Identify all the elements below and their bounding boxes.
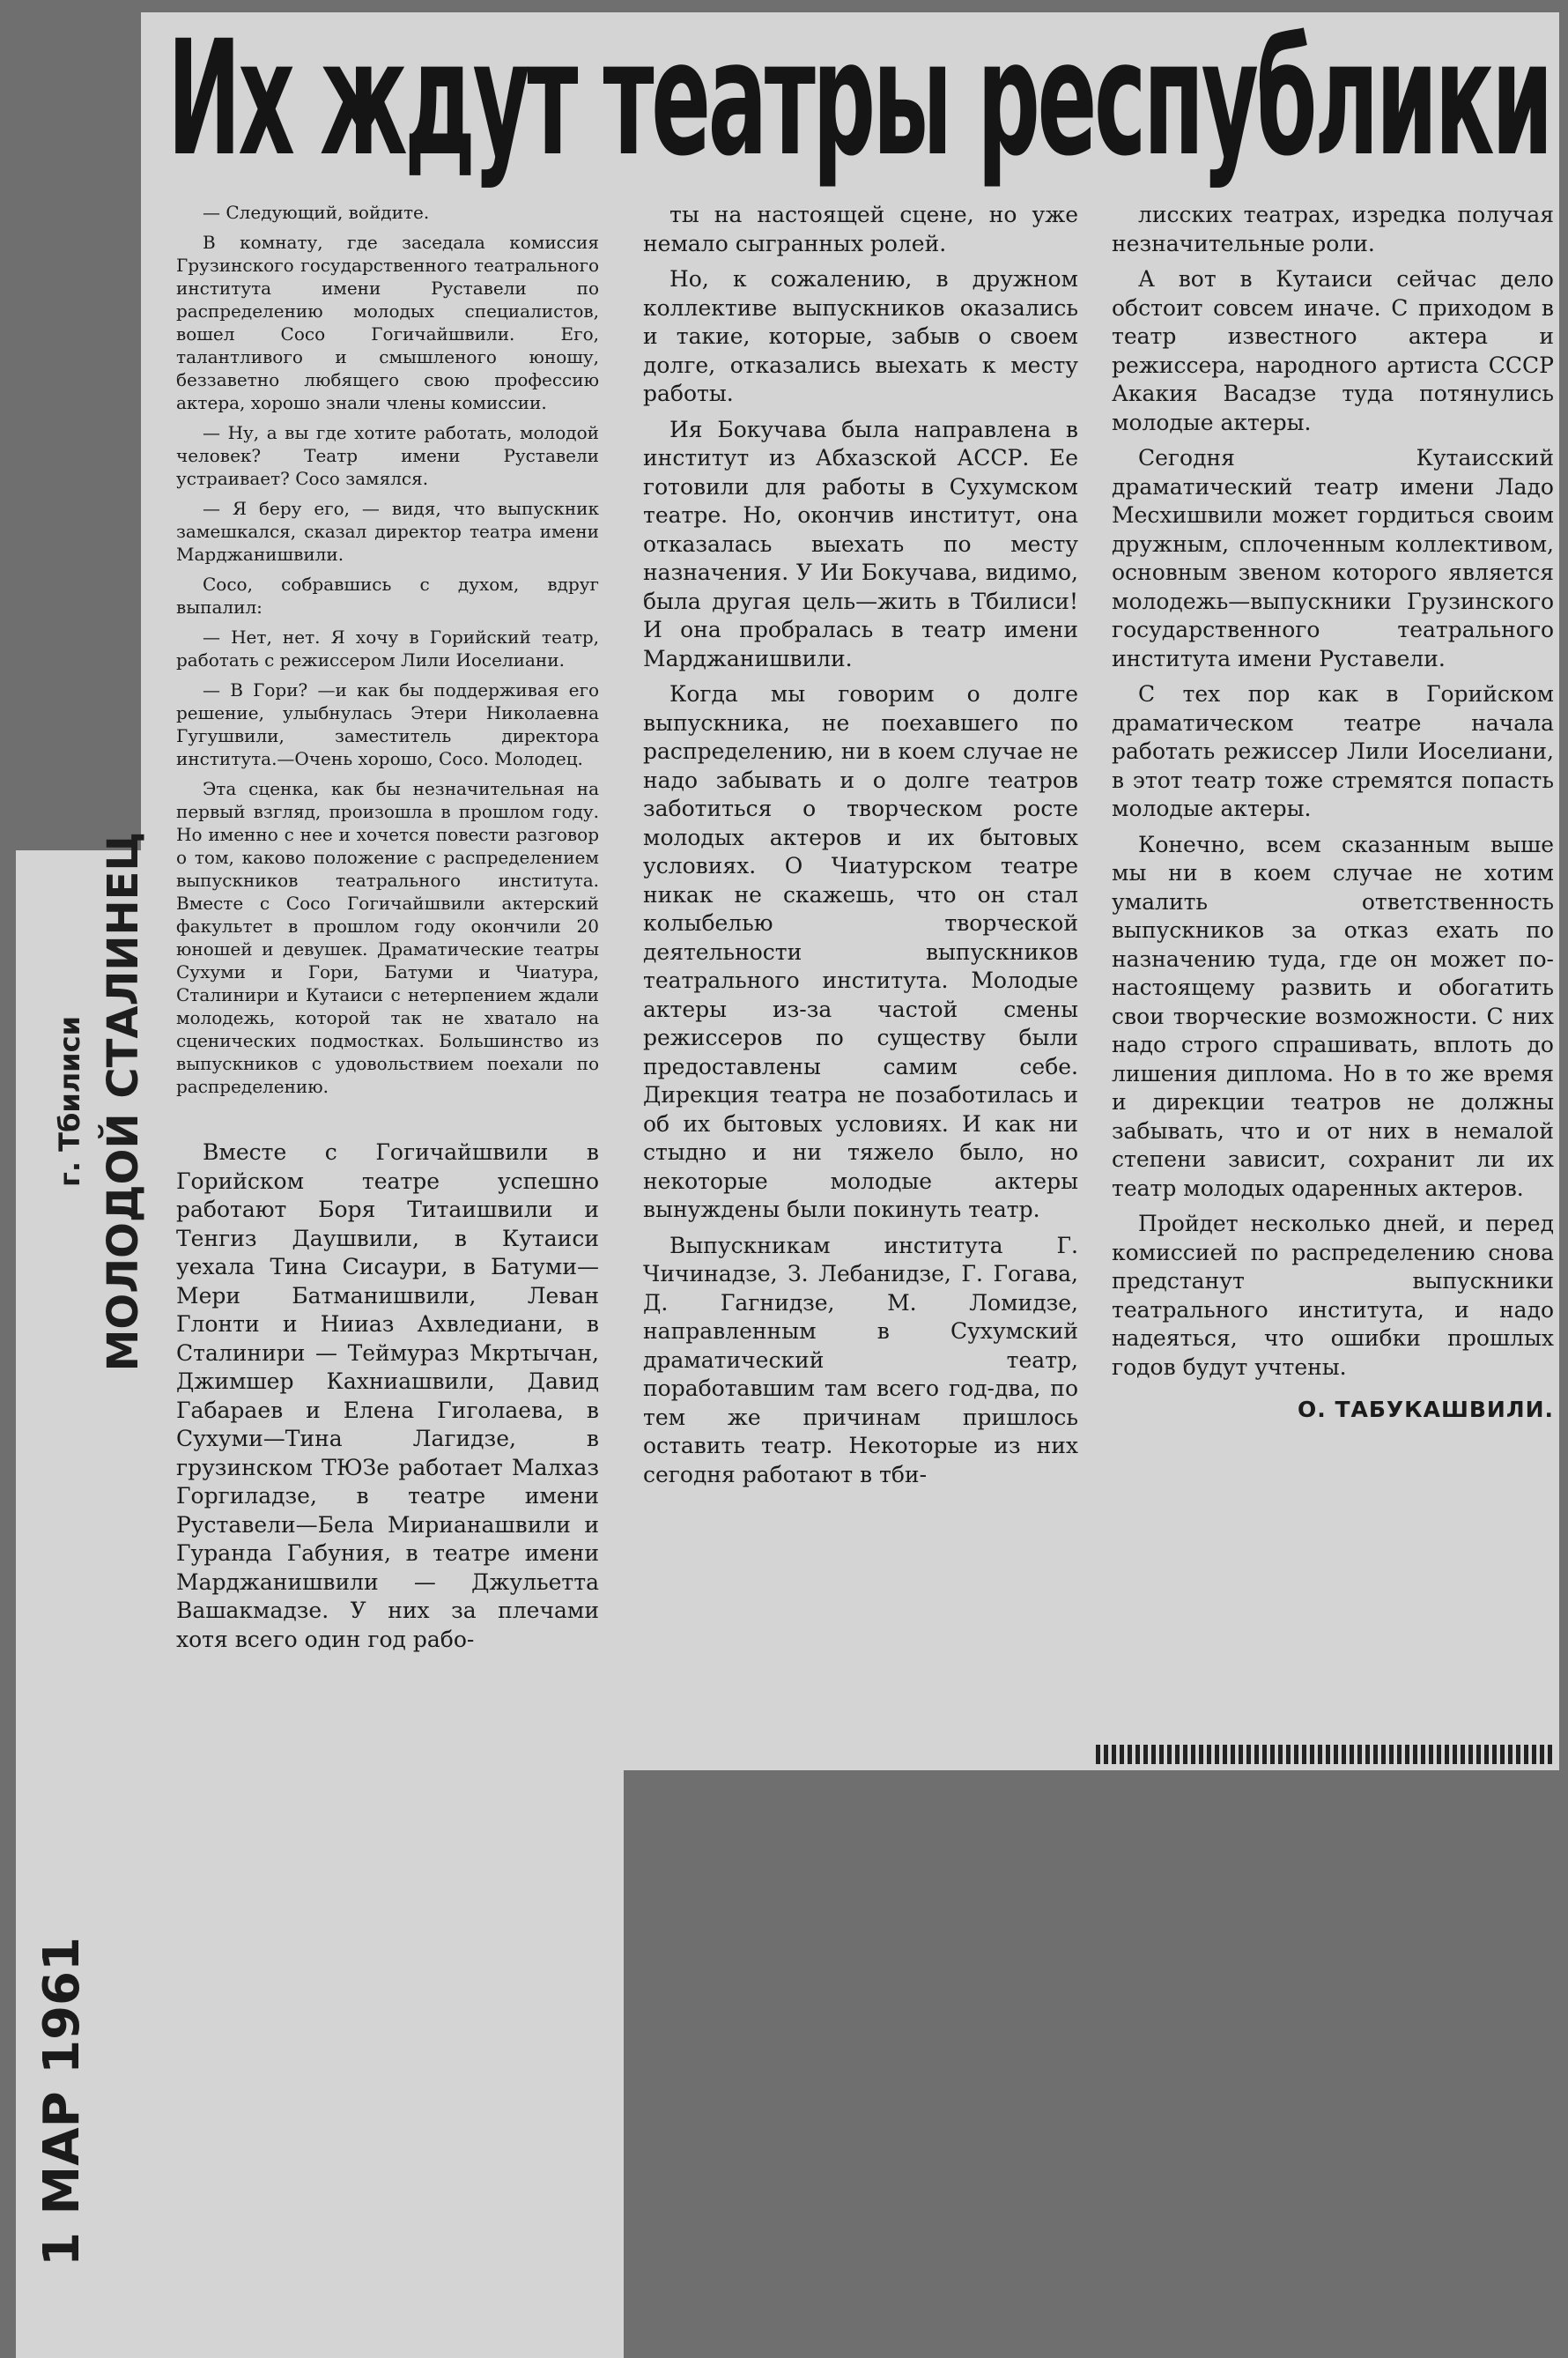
paragraph: лисских театрах, изредка получая незначительные роли. bbox=[1112, 202, 1554, 256]
paragraph: — В Гори? —и как бы поддерживая его решение, улыбнулась Этери Николаевна Гугушвили, заместитель директора института.—Очень хорошо, Сосо. Молодец. bbox=[176, 679, 599, 769]
author-signature: О. ТАБУКАШВИЛИ. bbox=[1297, 1397, 1554, 1422]
decorative-rule bbox=[1096, 1745, 1554, 1764]
paragraph: Выпускникам института Г. Чичинадзе, З. Лебанидзе, Г. Гогава, Д. Гагнидзе, М. Ломидзе, направленным в Сухумский драматический театр, поработавшим там всего год-два, по тем же причинам пришлось оставить театр. Некоторые из них сегодня работают в тби- bbox=[643, 1232, 1078, 1487]
paragraph: Но, к сожалению, в дружном коллективе выпускников оказались и такие, которые, забыв о своем долге, отказались выехать к месту работы. bbox=[643, 266, 1078, 406]
paragraph: Сегодня Кутаисский драматический театр имени Ладо Месхишвили может гордиться своим дружным, сплоченным коллективом, основным звеном которого является молодежь—выпускники Грузинского государственного театрального института имени Руставели. bbox=[1112, 445, 1554, 671]
stamp-newspaper-name: МОЛОДОЙ СТАЛИНЕЦ bbox=[99, 831, 148, 1372]
article-column-3 bbox=[1112, 201, 1554, 1425]
paragraph: ты на настоящей сцене, но уже немало сыгранных ролей. bbox=[643, 202, 1078, 256]
paragraph: Эта сценка, как бы незначительная на первый взгляд, произошла в прошлом году. Но именно с нее и хочется повести разговор о том, каково положение с распределением выпускников театрального института. Вместе с Сосо Гогичайшвили актерский факультет в прошлом году окончили 20 юношей и девушек. Драматические театры Сухуми и Гори, Батуми и Чиатура, Сталинири и Кутаиси с нетерпением ждали молодежь, которой так не хватало на сценических подмостках. Большинство из выпускников с удовольствием поехали по распределению. bbox=[176, 778, 599, 1097]
stamp-city: г. Тбилиси bbox=[53, 1016, 86, 1187]
headline: Их ждут театры республики bbox=[167, 7, 1550, 191]
paragraph: В комнату, где заседала комиссия Грузинского государственного театрального института имени Руставели по распределению молодых специалистов, вошел Сосо Гогичайшвили. Его, талантливого и смышленого юношу, беззаветно любящего свою профессию актера, хорошо знали члены комиссии. bbox=[176, 232, 599, 413]
paragraph: — Нет, нет. Я хочу в Горийский театр, работать с режиссером Лили Иоселиани. bbox=[176, 627, 599, 671]
article-column-1 bbox=[176, 201, 599, 1105]
date-stamp bbox=[26, 1872, 97, 2331]
stamp-date: 1 МАР 1961 bbox=[33, 1937, 91, 2266]
paragraph: Конечно, всем сказанным выше мы ни в коем случае не хотим умалить ответственность выпускников за отказ ехать по назначению туда, где он может по-настоящему развить и обогатить свои творческие возможности. С них надо строго спрашивать, вплоть до лишения диплома. Но в то же время и дирекции театров не должны забывать, что и от них в немалой степени зависит, сохранит ли их театр молодых одаренных актеров. bbox=[1112, 831, 1554, 1201]
paragraph: А вот в Кутаиси сейчас дело обстоит совсем иначе. С приходом в театр известного актера и режиссера, народного артиста СССР Акакия Васадзе туда потянулись молодые актеры. bbox=[1112, 266, 1554, 435]
article-column-2 bbox=[643, 201, 1078, 1496]
paragraph: — Ну, а вы где хотите работать, молодой человек? Театр имени Руставели устраивает? Сосо замялся. bbox=[176, 422, 599, 489]
paragraph: Вместе с Гогичайшвили в Горийском театре успешно работают Боря Титаишвили и Тенгиз Даушвили, в Кутаиси уехала Тина Сисаури, в Батуми—Мери Батманишвили, Леван Глонти и Нииаз Ахвледиани, в Сталинири — Теймураз Мкртычан, Джимшер Кахниашвили, Давид Габараев и Елена Гиголаева, в Сухуми—Тина Лагидзе, в грузинском ТЮЗе работает Малхаз Горгиладзе, в театре имени Руставели—Бела Мирианашвили и Гуранда Габуния, в театре имени Марджанишвили — Джульетта Вашакмадзе. У них за плечами хотя всего один год рабо- bbox=[176, 1139, 599, 1652]
paragraph: С тех пор как в Горийском драматическом театре начала работать режиссер Лили Иоселиани, в этот театр тоже стремятся попасть молодые актеры. bbox=[1112, 681, 1554, 821]
article-column-3-body bbox=[1112, 201, 1554, 1382]
paragraph: Сосо, собравшись с духом, вдруг выпалил: bbox=[176, 574, 599, 618]
paragraph: Когда мы говорим о долге выпускника, не поехавшего по распределению, ни в коем случае не надо забывать и о долге театров заботиться о творческом росте молодых актеров и их бытовых условиях. О Чиатурском театре никак не скажешь, что он стал колыбелью творческой деятельности выпускников театрального института. Молодые актеры из-за частой смены режиссеров по существу были предоставлены самим себе. Дирекция театра не позаботилась и об их бытовых условиях. И как ни стыдно и ни тяжело было, но некоторые молодые актеры вынуждены были покинуть театр. bbox=[643, 681, 1078, 1222]
newspaper-stamp bbox=[30, 831, 171, 1372]
article-column-1-continued bbox=[176, 1138, 599, 1661]
paragraph: — Следующий, войдите. bbox=[203, 202, 430, 223]
paragraph: — Я беру его, — видя, что выпускник замешкался, сказал директор театра имени Марджанишвили. bbox=[176, 498, 599, 565]
paragraph: Пройдет несколько дней, и перед комиссией по распределению снова предстанут выпускники театрального института, и надо надеяться, что ошибки прошлых годов будут учтены. bbox=[1112, 1211, 1554, 1380]
paragraph: Ия Бокучава была направлена в институт из Абхазской АССР. Ее готовили для работы в Сухумском театре. Но, окончив институт, она отказалась выехать по месту назначения. У Ии Бокучава, видимо, была другая цель—жить в Тбилиси! И она пробралась в театр имени Марджанишвили. bbox=[643, 416, 1078, 671]
